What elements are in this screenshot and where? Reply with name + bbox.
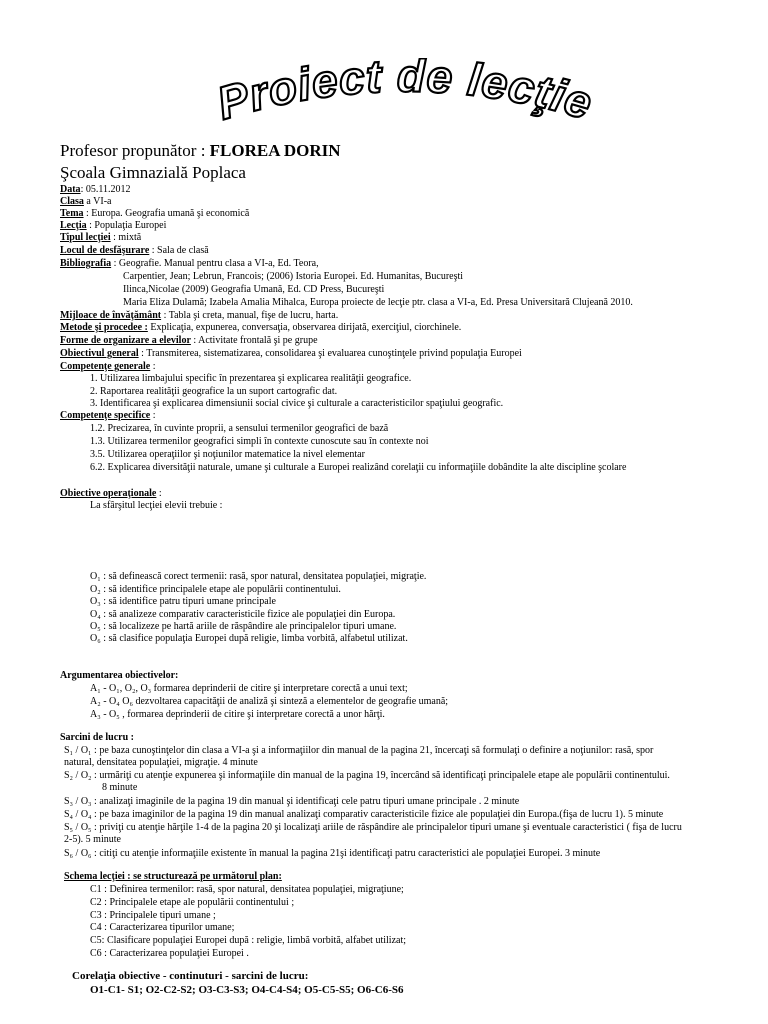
specific-competence-item: 1.2. Precizarea, în cuvinte proprii, a sensului termenilor geografici de bază [90,423,389,434]
task-line: S₆ / O₆ : citiţi cu atenţie informaţiile existente în manual la pagina 21şi identificaţi patru caracteristici ale populaţiei Europei. 3 minute [64,848,601,859]
field-lesson: Lecţia : Populaţia Europei [60,220,167,231]
task-line: S₁ / O₁ : pe baza cunoştinţelor din clasa a VI-a şi a informaţiilor din manual de la pagina 21, încercaţi să formulaţi o definire a noţiunilor: rasă, spor [64,745,654,756]
field-location: Locul de desfăşurare : Sala de clasă [60,245,209,256]
schema-item: C5: Clasificare populaţiei Europei după : religie, limbă vorbită, alfabet utilizat; [90,935,407,946]
school-name: Şcoala Gimnazială Poplaca [60,163,246,182]
task-line: natural, densitatea populaţiei, migraţie. 4 minute [64,757,258,768]
schema-item: C4 : Caracterizarea tipurilor umane; [90,922,235,933]
argumentation-item: A₃ - O₅ , formarea deprinderii de citire şi interpretare corectă a unor hărţi. [90,709,385,720]
schema-item: C3 : Principalele tipuri umane ; [90,910,216,921]
argumentation-item: A₂ - O₄ O₆ dezvoltarea capacităţii de analiză şi sinteză a elementelor de geografie umană; [90,696,449,707]
teacher-line [60,141,341,161]
schema-item: C2 : Principalele etape ale populării continentului ; [90,897,295,908]
objective-item: O₅ : să localizeze pe hartă ariile de răspândire ale principalelor tipuri umane. [90,621,397,632]
schema-item: C6 : Caracterizarea populaţiei Europei . [90,948,249,959]
field-date: Data: 05.11.2012 [60,184,131,195]
argumentation-item: A₁ - O₁, O₂, O₃ formarea deprinderii de citire şi interpretare corectă a unui text; [90,683,408,694]
field-theme: Tema : Europa. Geografia umană şi economică [60,208,250,219]
general-competence-item: 2. Raportarea realităţii geografice la un suport cartografic dat. [90,386,338,397]
specific-competence-item: 3.5. Utilizarea operaţiilor şi noţiunilor matematice la nivel elementar [90,449,365,460]
field-bibliography: Bibliografia : Geografie. Manual pentru clasa a VI-a, Ed. Teora, [60,258,319,269]
task-line: S₂ / O₂ : urmăriţi cu atenţie expunerea şi informaţiile din manual de la pagina 19, încercând să identificaţi principalele etape ale populării continentului. [64,770,670,781]
correlation-value: O1-C1- S1; O2-C2-S2; O3-C3-S3; O4-C4-S4; O5-C5-S5; O6-C6-S6 [90,984,404,996]
specific-competences-heading: Competenţe specifice : [60,410,156,421]
task-line: S₅ / O₅ : priviţi cu atenţie hărţile 1-4 de la pagina 20 şi localizaţi ariile de răspândire ale principalelor tipuri umane şi eventuale caracteristici ( fişa de lucru [64,822,682,833]
schema-item: C1 : Definirea termenilor: rasă, spor natural, densitatea populaţiei, migraţiune; [90,884,404,895]
general-competences-heading: Competenţe generale : [60,361,156,372]
argumentation-heading: Argumentarea obiectivelor: [60,670,179,681]
field-teaching-aids: Mijloace de învăţământ : Tabla şi creta, manual, fişe de lucru, harta. [60,310,339,321]
operational-objectives-heading: Obiective operaţionale : [60,488,162,499]
general-competence-item: 1. Utilizarea limbajului specific în prezentarea şi explicarea realităţii geografice. [90,373,412,384]
field-lesson-type: Tipul lecţiei : mixtă [60,232,142,243]
bibliography-entry: Maria Eliza Dulamă; Izabela Amalia Mihalca, Europa proiecte de lecţie ptr. clasa a VI-a, Ed. Presa Universitară Clujeană 2010. [123,297,633,308]
task-line: S₄ / O₄ : pe baza imaginilor de la pagina 19 din manual analizaţi comparativ caracteristicile fizice ale populaţiei din Europa.(fişa de lucru 1). 5 minute [64,809,664,820]
objective-item: O₂ : să identifice principalele etape ale populării continentului. [90,584,341,595]
general-competence-item: 3. Identificarea şi explicarea dimensiunii social civice şi culturale a caracteristicilor spaţiului geografic. [90,398,504,409]
document-title-wordart [170,58,640,148]
field-general-objective: Obiectivul general : Transmiterea, sistematizarea, consolidarea şi evaluarea cunoştinţele privind populaţia Europei [60,348,522,359]
objective-item: O₃ : să identifice patru tipuri umane principale [90,596,276,607]
specific-competence-item: 1.3. Utilizarea termenilor geografici simpli în contexte cunoscute sau în contexte noi [90,436,429,447]
bibliography-entry: Ilinca,Nicolae (2009) Geografia Umană, Ed. CD Press, Bucureşti [123,284,385,295]
teacher-name: FLOREA DORIN [209,141,341,160]
field-class: Clasa a VI-a [60,196,112,207]
objective-item: O₄ : să analizeze comparativ caracteristicile fizice ale populaţiei din Europa. [90,609,396,620]
svg-text:Proiect de lecţie [211,58,598,129]
document-title: Proiect de lecţie [211,58,599,130]
task-line: 8 minute [102,782,138,793]
objective-item: O₁ : să definească corect termenii: rasă, spor natural, densitatea populaţiei, migraţie. [90,571,427,582]
tasks-heading: Sarcini de lucru : [60,732,134,743]
bibliography-entry: Carpentier, Jean; Lebrun, Francois; (2006) Istoria Europei. Ed. Humanitas, Bucureşti [123,271,464,282]
field-organization: Forme de organizare a elevilor : Activitate frontală şi pe grupe [60,335,318,346]
specific-competence-item: 6.2. Explicarea diversităţii naturale, umane şi culturale a Europei realizând corelaţii cu informaţiile dobândite la alte discipline şcolare [90,462,627,473]
operational-objectives-intro: La sfârşitul lecţiei elevii trebuie : [90,500,223,511]
task-line: S₃ / O₃ : analizaţi imaginile de la pagina 19 din manual şi identificaţi cele patru tipuri umane principale . 2 minute [64,796,520,807]
correlation-heading: Corelaţia obiective - continuturi - sarcini de lucru: [72,970,309,982]
objective-item: O₆ : să clasifice populaţia Europei după religie, limba vorbită, alfabetul utilizat. [90,633,408,644]
field-methods: Metode şi procedee : Explicaţia, expunerea, conversaţia, observarea dirijată, exerciţiul, ciorchinele. [60,322,462,333]
teacher-label: Profesor propunător : [60,141,210,160]
task-line: 2-5). 5 minute [64,834,121,845]
lesson-schema-heading: Schema lecţiei : se structurează pe următorul plan: [64,871,282,882]
